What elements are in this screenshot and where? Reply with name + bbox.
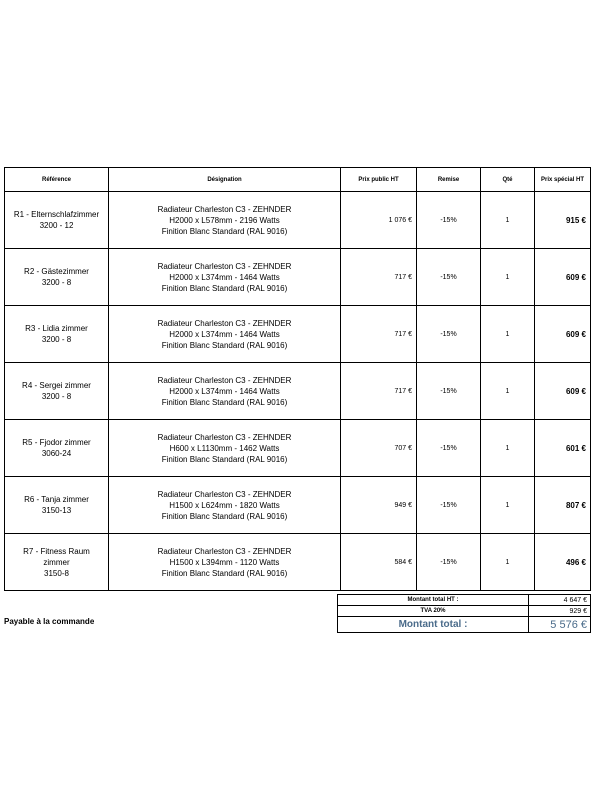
header-designation: Désignation — [109, 168, 341, 192]
public-price-cell: 584 € — [341, 534, 417, 591]
product-name: Radiateur Charleston C3 - ZEHNDER — [157, 318, 292, 328]
grand-total-row — [338, 617, 591, 633]
header-special-price: Prix spécial HT — [535, 168, 591, 192]
designation-cell — [109, 420, 341, 477]
table-row — [5, 534, 591, 591]
quantity-cell: 1 — [481, 306, 535, 363]
special-price-cell: 609 € — [535, 249, 591, 306]
product-name: Radiateur Charleston C3 - ZEHNDER — [157, 261, 292, 271]
public-price-cell: 707 € — [341, 420, 417, 477]
radiator-code: 3150-13 — [41, 506, 72, 515]
total-ht-row — [338, 595, 591, 606]
public-price-cell: 1 076 € — [341, 192, 417, 249]
special-price-cell: 601 € — [535, 420, 591, 477]
room-name: R2 - Gästezimmer — [24, 267, 89, 276]
product-dimensions: H1500 x L624mm - 1820 Watts — [169, 500, 280, 510]
product-name: Radiateur Charleston C3 - ZEHNDER — [157, 432, 292, 442]
public-price-cell: 717 € — [341, 249, 417, 306]
table-row — [5, 306, 591, 363]
discount-cell: -15% — [417, 249, 481, 306]
product-dimensions: H600 x L1130mm - 1462 Watts — [169, 443, 280, 453]
quantity-cell: 1 — [481, 477, 535, 534]
table-row — [5, 420, 591, 477]
table-row — [5, 363, 591, 420]
quantity-cell: 1 — [481, 420, 535, 477]
room-name: R4 - Sergei zimmer — [22, 381, 91, 390]
product-finish: Finition Blanc Standard (RAL 9016) — [161, 340, 288, 350]
tva-label: TVA 20% — [338, 606, 529, 617]
designation-cell — [109, 249, 341, 306]
header-qty: Qté — [481, 168, 535, 192]
special-price-cell: 609 € — [535, 306, 591, 363]
grand-total-value: 5 576 € — [529, 617, 591, 633]
product-dimensions: H2000 x L374mm - 1464 Watts — [169, 329, 280, 339]
table-row — [5, 477, 591, 534]
table-header-row — [5, 168, 591, 192]
designation-cell — [109, 306, 341, 363]
discount-cell: -15% — [417, 363, 481, 420]
public-price-cell: 949 € — [341, 477, 417, 534]
product-dimensions: H1500 x L394mm - 1120 Watts — [169, 557, 280, 567]
product-finish: Finition Blanc Standard (RAL 9016) — [161, 283, 288, 293]
totals-table — [337, 594, 591, 633]
quote-table — [4, 167, 591, 591]
reference-cell — [5, 363, 109, 420]
radiator-code: 3200 - 12 — [39, 221, 74, 230]
product-name: Radiateur Charleston C3 - ZEHNDER — [157, 204, 292, 214]
discount-cell: -15% — [417, 477, 481, 534]
discount-cell: -15% — [417, 420, 481, 477]
designation-cell — [109, 363, 341, 420]
table-row — [5, 249, 591, 306]
product-name: Radiateur Charleston C3 - ZEHNDER — [157, 375, 292, 385]
payment-terms: Payable à la commande — [4, 617, 95, 626]
quantity-cell: 1 — [481, 192, 535, 249]
room-name: R3 - Lidia zimmer — [25, 324, 88, 333]
reference-cell — [5, 420, 109, 477]
public-price-cell: 717 € — [341, 363, 417, 420]
special-price-cell: 807 € — [535, 477, 591, 534]
table-row — [5, 192, 591, 249]
discount-cell: -15% — [417, 306, 481, 363]
room-name: R5 - Fjodor zimmer — [22, 438, 91, 447]
reference-cell — [5, 306, 109, 363]
product-name: Radiateur Charleston C3 - ZEHNDER — [157, 489, 292, 499]
radiator-code: 3150-8 — [44, 568, 69, 578]
header-discount: Remise — [417, 168, 481, 192]
discount-cell: -15% — [417, 534, 481, 591]
total-ht-label: Montant total HT : — [338, 595, 529, 606]
reference-cell — [5, 249, 109, 306]
product-finish: Finition Blanc Standard (RAL 9016) — [161, 511, 288, 521]
reference-cell — [5, 477, 109, 534]
designation-cell — [109, 534, 341, 591]
discount-cell: -15% — [417, 192, 481, 249]
special-price-cell: 915 € — [535, 192, 591, 249]
quantity-cell: 1 — [481, 363, 535, 420]
product-dimensions: H2000 x L578mm - 2196 Watts — [169, 215, 280, 225]
room-name: R1 - Elternschlafzimmer — [13, 210, 100, 219]
quantity-cell: 1 — [481, 249, 535, 306]
designation-cell — [109, 192, 341, 249]
product-finish: Finition Blanc Standard (RAL 9016) — [161, 454, 288, 464]
special-price-cell: 609 € — [535, 363, 591, 420]
product-finish: Finition Blanc Standard (RAL 9016) — [161, 226, 288, 236]
room-name: R7 - Fitness Raum zimmer — [23, 546, 90, 567]
radiator-code: 3200 - 8 — [41, 392, 72, 401]
radiator-code: 3200 - 8 — [41, 278, 72, 287]
reference-cell — [5, 534, 109, 591]
grand-total-label: Montant total : — [338, 617, 529, 633]
product-dimensions: H2000 x L374mm - 1464 Watts — [169, 386, 280, 396]
tva-value: 929 € — [529, 606, 591, 617]
product-finish: Finition Blanc Standard (RAL 9016) — [161, 397, 288, 407]
header-reference: Référence — [5, 168, 109, 192]
special-price-cell: 496 € — [535, 534, 591, 591]
radiator-code: 3060-24 — [41, 449, 72, 458]
reference-cell — [5, 192, 109, 249]
total-ht-value: 4 647 € — [529, 595, 591, 606]
product-name: Radiateur Charleston C3 - ZEHNDER — [157, 546, 292, 556]
designation-cell — [109, 477, 341, 534]
public-price-cell: 717 € — [341, 306, 417, 363]
tva-row — [338, 606, 591, 617]
header-public-price: Prix public HT — [341, 168, 417, 192]
product-dimensions: H2000 x L374mm - 1464 Watts — [169, 272, 280, 282]
quantity-cell: 1 — [481, 534, 535, 591]
radiator-code: 3200 - 8 — [41, 335, 72, 344]
product-finish: Finition Blanc Standard (RAL 9016) — [161, 568, 288, 578]
room-name: R6 - Tanja zimmer — [24, 495, 89, 504]
